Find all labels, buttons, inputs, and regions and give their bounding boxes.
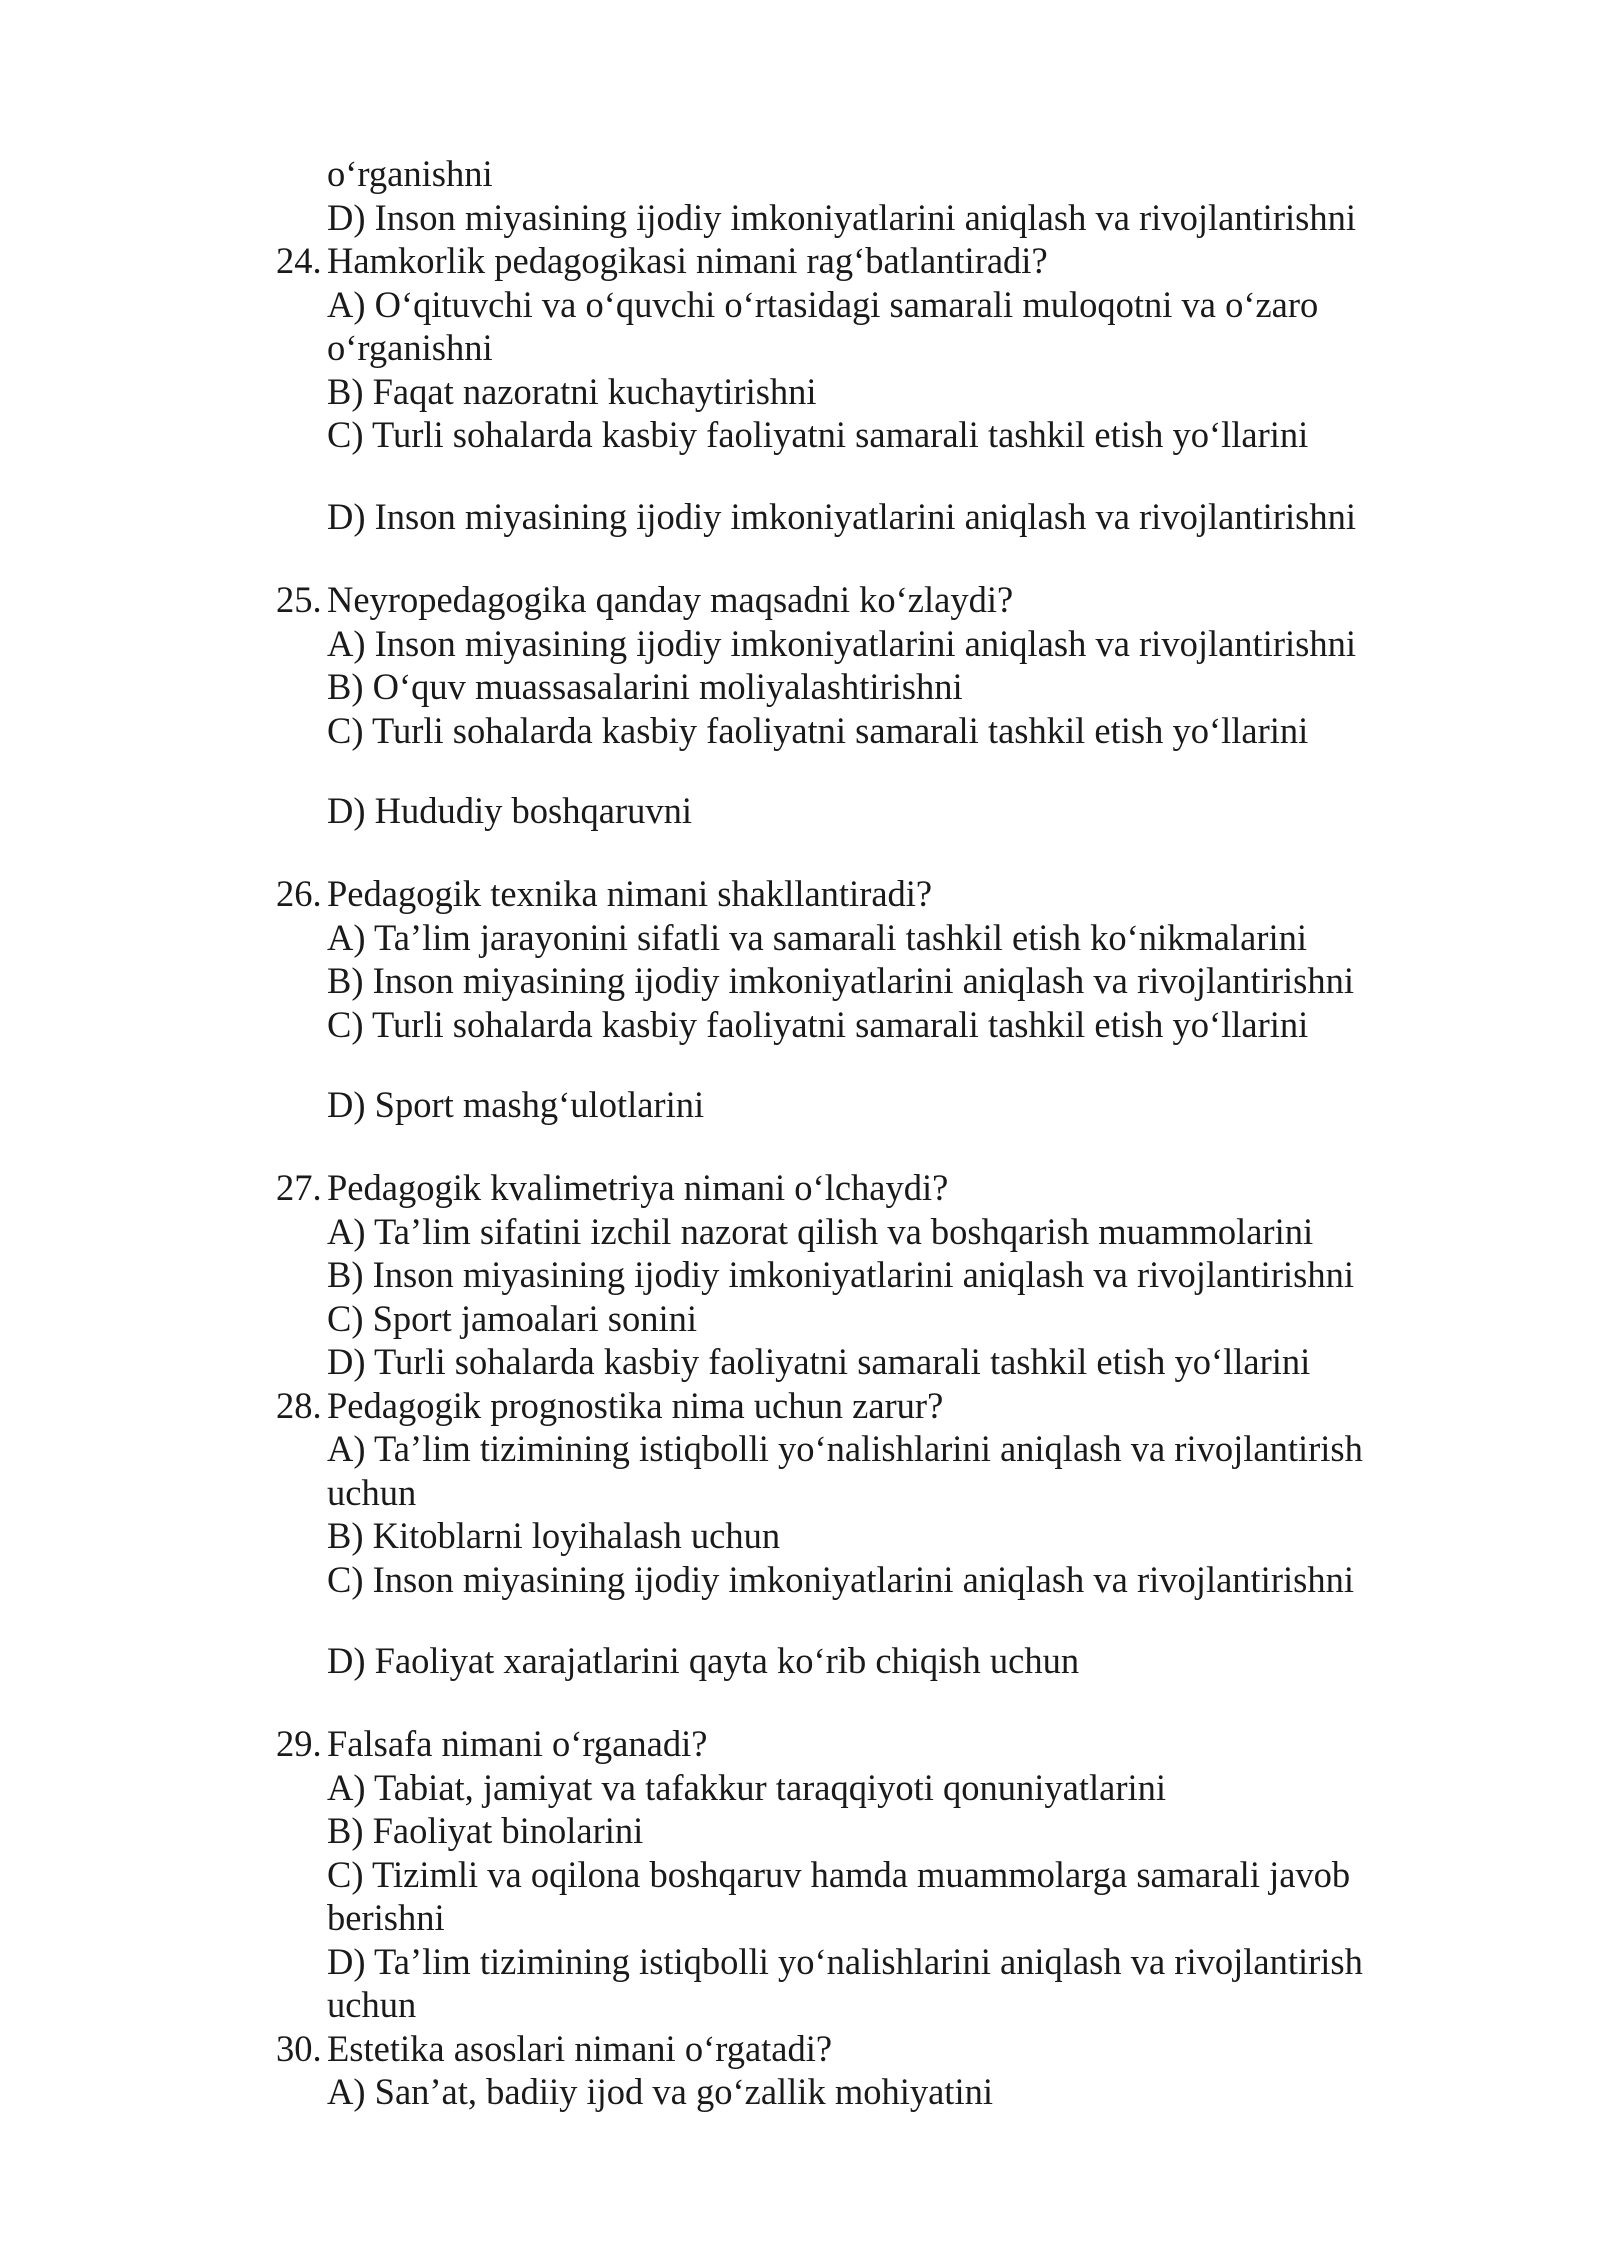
option-continuation: o‘rganishni xyxy=(327,327,493,368)
option-d: D) Hududiy boshqaruvni xyxy=(327,790,692,831)
option-continuation: o‘rganishni xyxy=(327,153,493,194)
option-b: B) Inson miyasining ijodiy imkoniyatlarini aniqlash va rivojlantirishni xyxy=(327,960,1354,1001)
option-c: C) Inson miyasining ijodiy imkoniyatlarini aniqlash va rivojlantirishni xyxy=(327,1558,1354,1600)
question-number: 29. xyxy=(276,1723,322,1764)
option-a: A) Ta’lim jarayonini sifatli va samarali tashkil etish ko‘nikmalarini xyxy=(327,916,1307,958)
option-c: C) Tizimli va oqilona boshqaruv hamda muammolarga samarali javob xyxy=(327,1853,1351,1895)
question-28-heading xyxy=(0,1384,1600,1428)
option-a: A) Inson miyasining ijodiy imkoniyatlarini aniqlash va rivojlantirishni xyxy=(327,622,1356,664)
option-c: C) Turli sohalarda kasbiy faoliyatni samarali tashkil etish yo‘llarini xyxy=(327,414,1309,455)
question-number: 24. xyxy=(276,240,322,281)
option-b: B) Faoliyat binolarini xyxy=(327,1810,644,1851)
option-a: A) Ta’lim tizimining istiqbolli yo‘nalishlarini aniqlash va rivojlantirish xyxy=(327,1428,1363,1469)
option-b: B) Inson miyasining ijodiy imkoniyatlarini aniqlash va rivojlantirishni xyxy=(327,1254,1354,1295)
question-number: 28. xyxy=(276,1384,322,1426)
option-a: A) Ta’lim sifatini izchil nazorat qilish va boshqarish muammolarini xyxy=(327,1210,1314,1252)
option-d: D) Turli sohalarda kasbiy faoliyatni samarali tashkil etish yo‘llarini xyxy=(327,1341,1311,1382)
question-number: 30. xyxy=(276,2027,322,2069)
question-text: Estetika asoslari nimani o‘rgatadi? xyxy=(327,2027,833,2069)
question-number: 27. xyxy=(276,1167,322,1208)
question-30-heading xyxy=(0,2027,1600,2071)
question-text: Pedagogik prognostika nima uchun zarur? xyxy=(327,1384,944,1426)
option-b: B) Faqat nazoratni kuchaytirishni xyxy=(327,370,817,412)
question-25 xyxy=(0,578,1600,752)
option-d: D) Inson miyasining ijodiy imkoniyatlarini aniqlash va rivojlantirishni xyxy=(327,496,1356,537)
option-d: D) Faoliyat xarajatlarini qayta ko‘rib chiqish uchun xyxy=(327,1640,1080,1681)
question-24 xyxy=(0,239,1600,457)
question-26 xyxy=(0,872,1600,1046)
question-number: 26. xyxy=(276,873,322,914)
option-continuation: berishni xyxy=(327,1897,445,1938)
question-number: 25. xyxy=(276,579,322,620)
question-29 xyxy=(0,1722,1600,2114)
option-continuation: uchun xyxy=(327,1984,417,2025)
question-text: Hamkorlik pedagogikasi nimani rag‘batlantiradi? xyxy=(327,240,1048,281)
option-a: A) O‘qituvchi va o‘quvchi o‘rtasidagi samarali muloqotni va o‘zaro xyxy=(327,283,1319,325)
option-c: C) Sport jamoalari sonini xyxy=(327,1297,698,1339)
option-b: B) Kitoblarni loyihalash uchun xyxy=(327,1515,781,1556)
leading-fragment xyxy=(0,152,1600,239)
question-text: Pedagogik texnika nimani shakllantiradi? xyxy=(327,873,933,914)
question-text: Falsafa nimani o‘rganadi? xyxy=(327,1723,708,1764)
question-27 xyxy=(0,1166,1600,1601)
option-a: A) Tabiat, jamiyat va tafakkur taraqqiyoti qonuniyatlarini xyxy=(327,1766,1167,1808)
option-a: A) San’at, badiiy ijod va go‘zallik mohiyatini xyxy=(327,2071,993,2112)
option-d: D) Sport mashg‘ulotlarini xyxy=(327,1084,705,1125)
option-c: C) Turli sohalarda kasbiy faoliyatni samarali tashkil etish yo‘llarini xyxy=(327,1003,1309,1045)
option-b: B) O‘quv muassasalarini moliyalashtirishni xyxy=(327,666,963,707)
option-c: C) Turli sohalarda kasbiy faoliyatni samarali tashkil etish yo‘llarini xyxy=(327,709,1309,751)
option-continuation: uchun xyxy=(327,1471,417,1513)
option-d: D) Inson miyasining ijodiy imkoniyatlarini aniqlash va rivojlantirishni xyxy=(327,196,1356,238)
question-text: Pedagogik kvalimetriya nimani o‘lchaydi? xyxy=(327,1167,949,1208)
option-d: D) Ta’lim tizimining istiqbolli yo‘nalishlarini aniqlash va rivojlantirish xyxy=(327,1940,1363,1982)
question-text: Neyropedagogika qanday maqsadni ko‘zlaydi? xyxy=(327,579,1014,620)
